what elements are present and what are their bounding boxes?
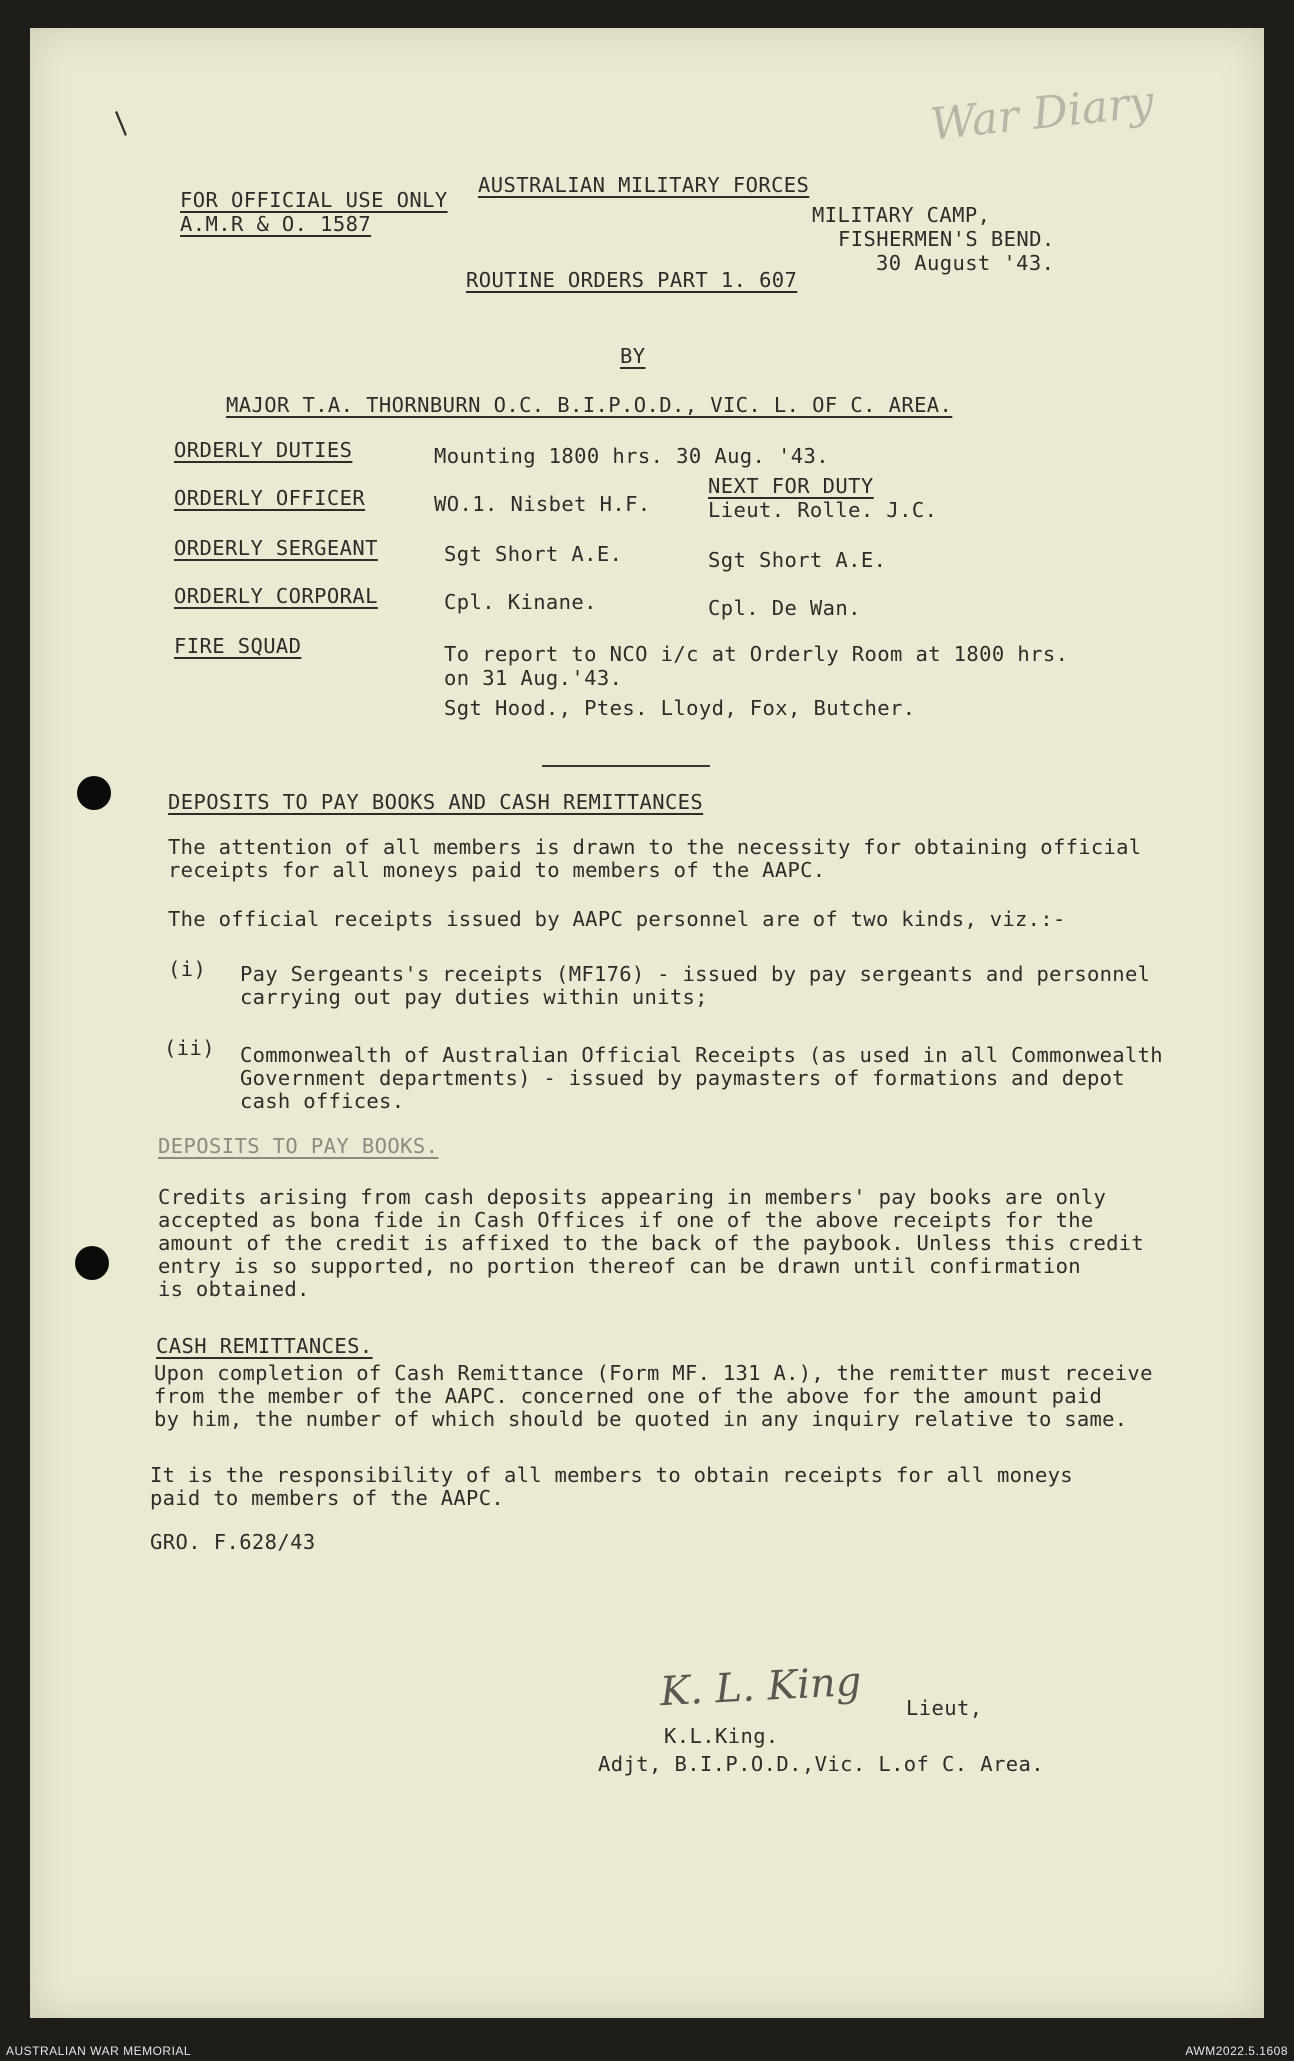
orders-title: ROUTINE ORDERS PART 1. 607 <box>466 268 798 292</box>
signature-rank: Lieut, <box>906 1696 983 1720</box>
duty-label-officer: ORDERLY OFFICER <box>174 486 366 510</box>
camp-line-2: FISHERMEN'S BEND. <box>838 227 1055 251</box>
fire-squad-line-3: Sgt Hood., Ptes. Lloyd, Fox, Butcher. <box>444 696 916 720</box>
war-diary-annotation: War Diary <box>927 76 1157 151</box>
item-2-number: (ii) <box>164 1036 215 1060</box>
staple-mark-icon: / <box>105 106 137 141</box>
paragraph-2: The official receipts issued by AAPC personnel are of two kinds, viz.:- <box>168 907 1066 931</box>
paragraph-5: It is the responsibility of all members to obtain receipts for all moneys paid to members of the AAPC. <box>150 1463 1073 1510</box>
document-page <box>30 28 1264 2018</box>
section-divider <box>542 765 710 767</box>
duty-next-corporal: Cpl. De Wan. <box>708 596 861 620</box>
orderly-duties-label: ORDERLY DUTIES <box>174 438 353 462</box>
punch-hole-bottom <box>75 1246 109 1280</box>
gro-reference: GRO. F.628/43 <box>150 1530 316 1554</box>
item-1-text: Pay Sergeants's receipts (MF176) - issued by pay sergeants and personnel carrying out pay duties within units; <box>240 962 1151 1009</box>
item-2-text: Commonwealth of Australian Official Receipts (as used in all Commonwealth Government departments) - issued by paymasters of formations and depot cash offices. <box>240 1043 1163 1113</box>
form-reference: A.M.R & O. 1587 <box>180 212 372 236</box>
signatory-name: K.L.King. <box>664 1724 779 1748</box>
order-date: 30 August '43. <box>876 251 1055 275</box>
duty-current-corporal: Cpl. Kinane. <box>444 590 597 614</box>
duty-label-corporal: ORDERLY CORPORAL <box>174 584 378 608</box>
camp-line-1: MILITARY CAMP, <box>812 203 991 227</box>
duty-current-sergeant: Sgt Short A.E. <box>444 542 623 566</box>
footer-institution: AUSTRALIAN WAR MEMORIAL <box>6 2044 192 2058</box>
paragraph-4: Upon completion of Cash Remittance (Form MF. 131 A.), the remitter must receive from the member of the AAPC. concerned one of the above for the amount paid by him, the number of which should be quoted in any inquiry relative to same. <box>154 1361 1153 1431</box>
paragraph-3: Credits arising from cash deposits appearing in members' pay books are only accepted as bona fide in Cash Offices if one of the above receipts for the amount of the credit is affixed to the back of the paybook. Unless this credit entry is so supported, no portion thereof can be drawn until confirmation is obtained. <box>158 1185 1145 1301</box>
by-label: BY <box>620 344 646 368</box>
duty-next-officer: Lieut. Rolle. J.C. <box>708 498 938 522</box>
duty-next-sergeant: Sgt Short A.E. <box>708 548 887 572</box>
mounting-line: Mounting 1800 hrs. 30 Aug. '43. <box>434 444 830 468</box>
section-title: DEPOSITS TO PAY BOOKS AND CASH REMITTANCES <box>168 790 704 814</box>
paragraph-1: The attention of all members is drawn to the necessity for obtaining official receipts for all moneys paid to members of the AAPC. <box>168 835 1142 882</box>
subsection-deposits-title: DEPOSITS TO PAY BOOKS. <box>158 1134 439 1158</box>
punch-hole-top <box>77 776 111 810</box>
official-use-label: FOR OFFICIAL USE ONLY <box>180 188 448 212</box>
next-for-duty-label: NEXT FOR DUTY <box>708 474 874 498</box>
footer-accession-number: AWM2022.5.1608 <box>1185 2044 1288 2058</box>
item-1-number: (i) <box>168 957 207 981</box>
duty-label-sergeant: ORDERLY SERGEANT <box>174 536 378 560</box>
duty-current-officer: WO.1. Nisbet H.F. <box>434 492 651 516</box>
organization-heading: AUSTRALIAN MILITARY FORCES <box>478 173 810 197</box>
signatory-title: Adjt, B.I.P.O.D.,Vic. L.of C. Area. <box>598 1752 1044 1776</box>
subsection-remittances-title: CASH REMITTANCES. <box>156 1334 373 1358</box>
fire-squad-line-2: on 31 Aug.'43. <box>444 666 623 690</box>
issuer-line: MAJOR T.A. THORNBURN O.C. B.I.P.O.D., VIC. L. OF C. AREA. <box>226 393 953 417</box>
signature-scrawl: K. L. King <box>658 1658 863 1716</box>
fire-squad-label: FIRE SQUAD <box>174 634 302 658</box>
fire-squad-line-1: To report to NCO i/c at Orderly Room at 1800 hrs. <box>444 642 1069 666</box>
